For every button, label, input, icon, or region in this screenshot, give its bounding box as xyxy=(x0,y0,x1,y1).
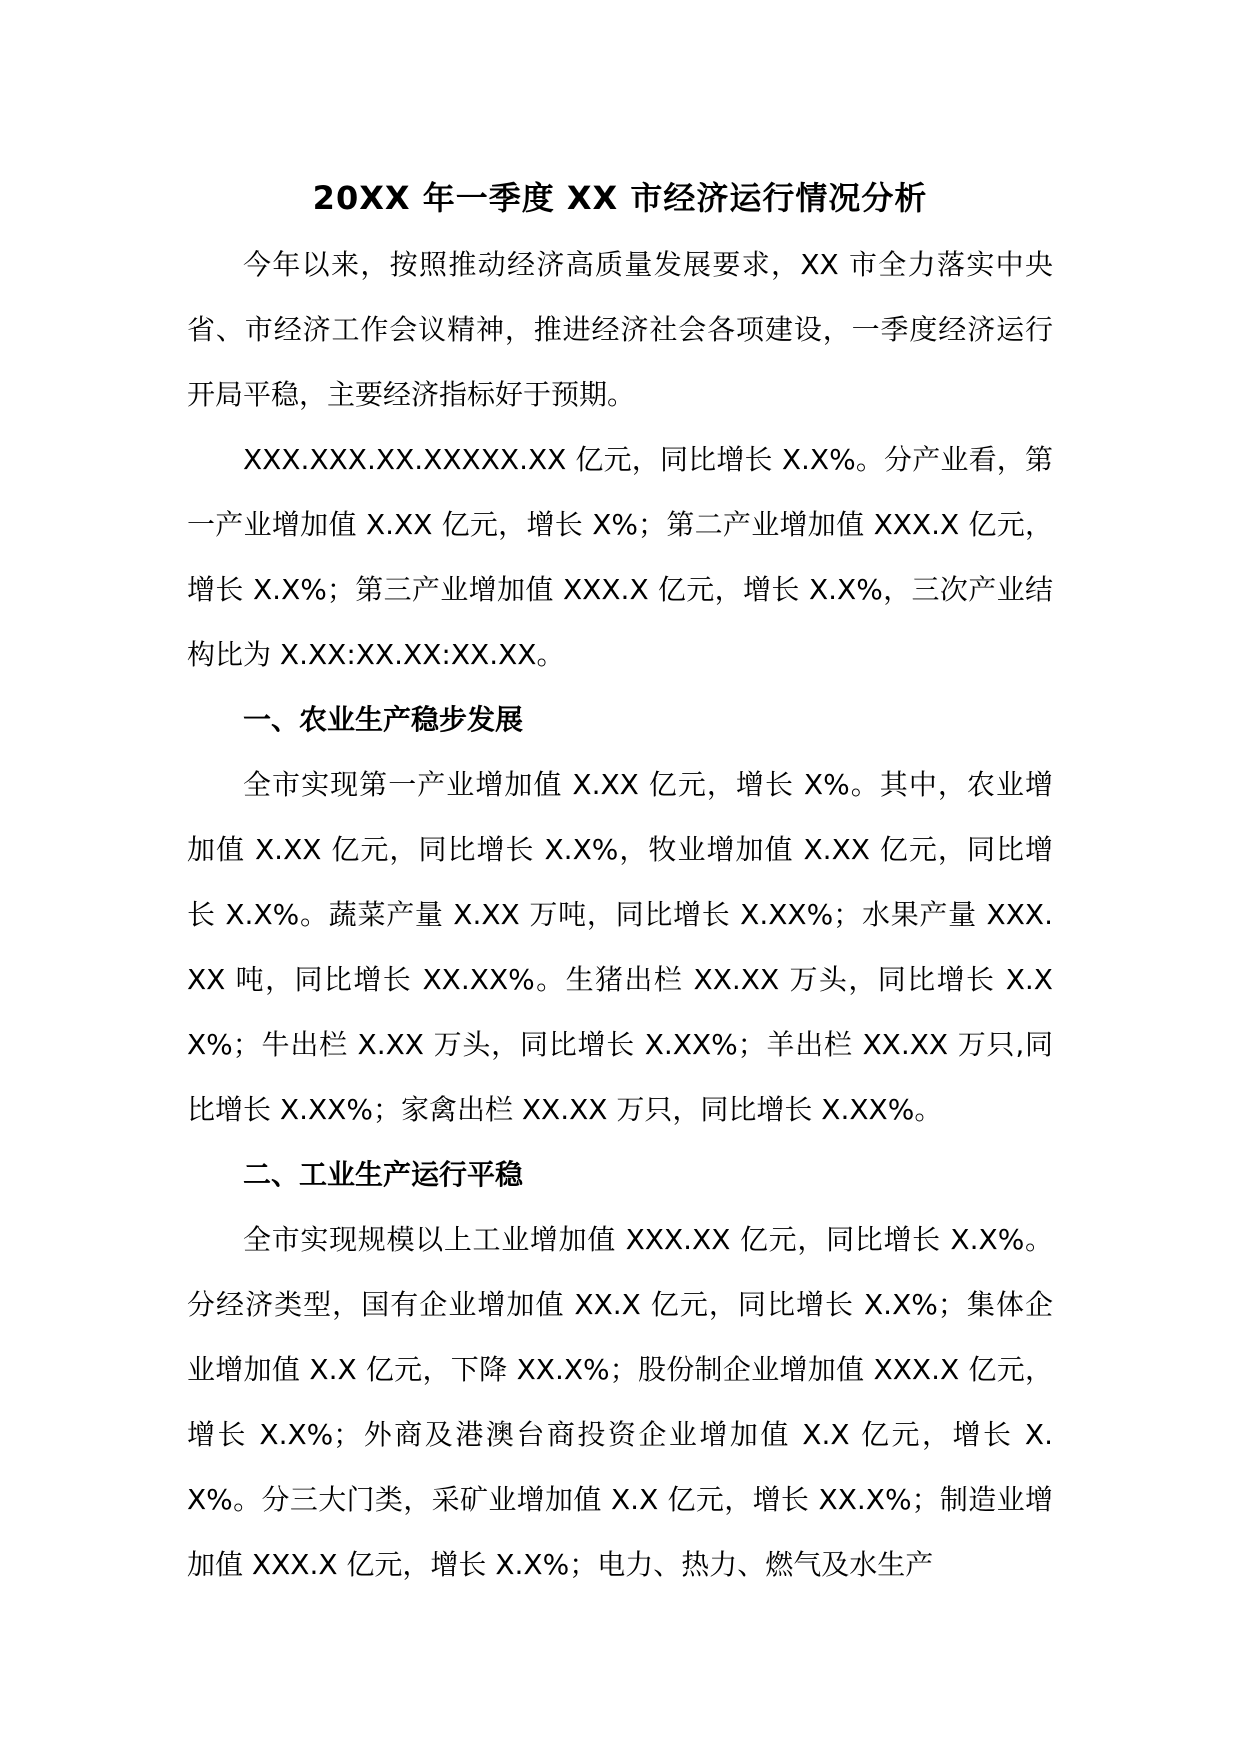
document-body xyxy=(187,172,1053,1597)
section-paragraph-industry: 全市实现规模以上工业增加值 XXX.XX 亿元，同比增长 X.X%。分经济类型，国有企业增加值 XX.X 亿元，同比增长 X.X%；集体企业增加值 X.X 亿元，下降 XX.X%；股份制企业增加值 XXX.X 亿元，增长 X.X%；外商及港澳台商投资企业增加值 X.X 亿元，增长 X.X%。分三大门类，采矿业增加值 X.X 亿元，增长 XX.X%；制造业增加值 XXX.X 亿元，增长 X.X%；电力、热力、燃气及水生产 xyxy=(187,1223,1053,1581)
section-paragraph-agriculture: 全市实现第一产业增加值 X.XX 亿元，增长 X%。其中，农业增加值 X.XX 亿元，同比增长 X.X%，牧业增加值 X.XX 亿元，同比增长 X.X%。蔬菜产量 X.XX 万吨，同比增长 X.XX%；水果产量 XXX.XX 吨，同比增长 XX.XX%。生猪出栏 XX.XX 万头，同比增长 X.XX%；牛出栏 X.XX 万头，同比增长 X.XX%；羊出栏 XX.XX 万只,同比增长 X.XX%；家禽出栏 XX.XX 万只，同比增长 X.XX%。 xyxy=(187,768,1053,1126)
section-heading-agriculture: 一、农业生产稳步发展 xyxy=(243,703,524,736)
gdp-summary-paragraph: XXX.XXX.XX.XXXXX.XX 亿元，同比增长 X.X%。分产业看，第一产业增加值 X.XX 亿元，增长 X%；第二产业增加值 XXX.X 亿元，增长 X.X%；第三产业增加值 XXX.X 亿元，增长 X.X%，三次产业结构比为 X.XX:XX.XX:XX.XX。 xyxy=(187,443,1053,671)
section-heading-industry: 二、工业生产运行平稳 xyxy=(243,1158,524,1191)
document-title: 20XX 年一季度 XX 市经济运行情况分析 xyxy=(312,179,928,217)
intro-paragraph: 今年以来，按照推动经济高质量发展要求，XX 市全力落实中央省、市经济工作会议精神，推进经济社会各项建设，一季度经济运行开局平稳，主要经济指标好于预期。 xyxy=(187,248,1053,411)
